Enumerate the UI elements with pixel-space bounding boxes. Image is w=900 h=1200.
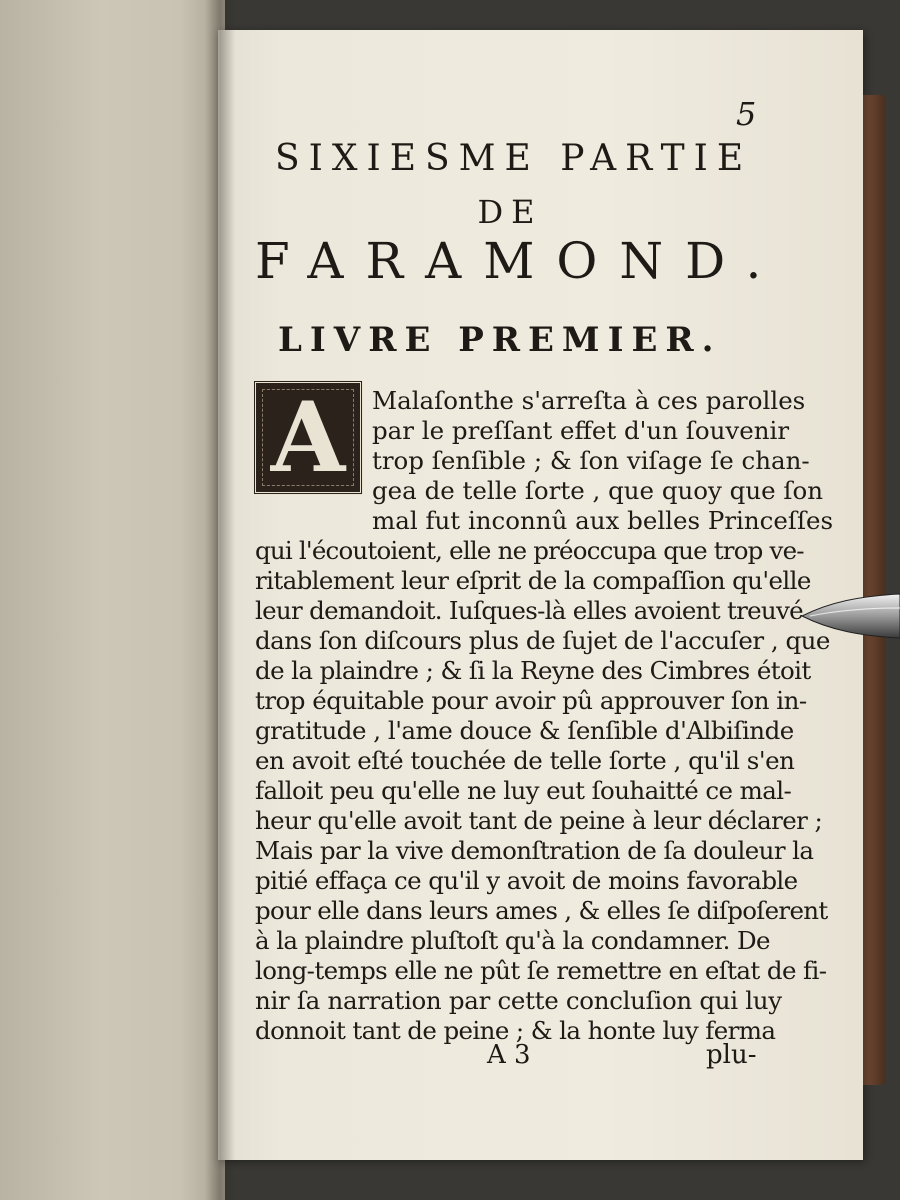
ornamental-drop-cap: A <box>253 380 363 495</box>
text-line: mal fut inconnû aux belles Princeſſes <box>372 506 834 535</box>
catchword: plu- <box>706 1040 757 1070</box>
signature-mark: A 3 <box>487 1040 531 1070</box>
text-line: en avoit eſté touchée de telle ſorte , qu'il s'en <box>255 746 795 775</box>
text-line: long-temps elle ne pût ſe remettre en eſtat de fi- <box>255 956 827 985</box>
text-line: Malaſonthe s'arreſta à ces parolles <box>372 386 806 415</box>
text-line: dans ſon diſcours plus de ſujet de l'accuſer , que <box>255 626 830 655</box>
book-title: FARAMOND. <box>255 232 784 290</box>
page-gutter <box>205 0 235 1200</box>
text-line: par le preſſant effet d'un ſouvenir <box>372 416 790 445</box>
text-line: leur demandoit. Iuſques-là elles avoient treuvé <box>255 596 803 625</box>
text-line: heur qu'elle avoit tant de peine à leur déclarer ; <box>255 806 823 835</box>
text-line: ritablement leur eſprit de la compaſſion qu'elle <box>255 566 811 595</box>
text-line: falloit peu qu'elle ne luy eut ſouhaitté ce mal- <box>255 776 792 805</box>
text-line: gratitude , l'ame douce & ſenſible d'Albiſinde <box>255 716 794 745</box>
page-number: 5 <box>736 95 757 133</box>
text-line: trop ſenſible ; & ſon viſage ſe chan- <box>372 446 810 475</box>
title-connector: DE <box>477 193 543 231</box>
part-title: SIXIESME PARTIE <box>275 138 753 179</box>
left-page <box>0 0 225 1200</box>
text-line: gea de telle ſorte , que quoy que ſon <box>372 476 824 505</box>
text-line: trop équitable pour avoir pû approuver ſon in- <box>255 686 807 715</box>
book-heading: LIVRE PREMIER. <box>278 320 722 360</box>
text-line: donnoit tant de peine ; & la honte luy ferma <box>255 1016 776 1045</box>
letter-opener-icon <box>800 592 900 640</box>
text-line: nir ſa narration par cette concluſion qui luy <box>255 986 782 1015</box>
text-line: de la plaindre ; & ſi la Reyne des Cimbres étoit <box>255 656 811 685</box>
text-line: qui l'écoutoient, elle ne préoccupa que trop ve- <box>255 536 804 565</box>
text-line: à la plaindre pluſtoſt qu'à la condamner. De <box>255 926 770 955</box>
text-line: pour elle dans leurs ames , & elles ſe diſpoſerent <box>255 896 828 925</box>
text-line: Mais par la vive demonſtration de ſa douleur la <box>255 836 814 865</box>
text-line: pitié effaça ce qu'il y avoit de moins favorable <box>255 866 798 895</box>
